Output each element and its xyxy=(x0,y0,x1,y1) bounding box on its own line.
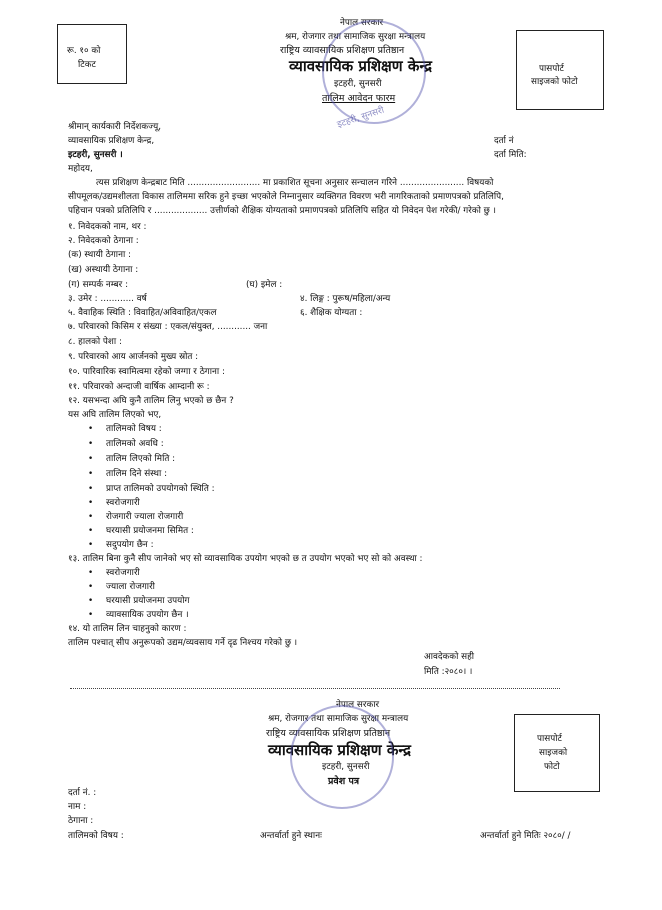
address-line-2: व्यावसायिक प्रशिक्षण केन्द्र, xyxy=(68,136,155,146)
declaration: तालिम पश्चात् सीप अनुरूपको उद्यम/व्यवसाय गर्ने दृढ निश्चय गरेको छु । xyxy=(68,638,298,648)
skill-usage-item: • व्यावसायिक उपयोग छैन । xyxy=(88,610,189,620)
admit-title: प्रवेश पत्र xyxy=(328,776,360,787)
training-item: • सदुपयोग छैन : xyxy=(88,540,154,550)
salutation: महोदय, xyxy=(68,164,93,174)
ticket-label-1: रू. १० को xyxy=(67,46,101,56)
photo-top-label-2: साइजको फोटो xyxy=(531,77,578,87)
admit-subject: तालिमको विषय : xyxy=(68,831,124,841)
header-center: व्यावसायिक प्रशिक्षण केन्द्र xyxy=(289,57,432,75)
training-item: • तालिमको अवधि : xyxy=(88,439,164,449)
field-gender: ४. लिङ्ग : पुरूष/महिला/अन्य xyxy=(300,294,391,304)
training-item: • स्वरोजगारी xyxy=(88,498,140,508)
skill-usage-item: • घरयासी प्रयोजनमा उपयोग xyxy=(88,596,190,606)
admit-photo-label-2: साइजको xyxy=(539,748,568,758)
registration-no-label: दर्ता नं xyxy=(494,136,514,146)
intro-line-1: त्यस प्रशिक्षण केन्द्रबाट मिति .......................... मा प्रकाशित सूचना अनुसार सन्चालन गरिने ....................... विषयको xyxy=(96,178,494,188)
signature-label: आवदेकको सही xyxy=(424,652,475,662)
field-income-source: ९. परिवारको आय आर्जनको मुख्य स्रोत : xyxy=(68,352,199,362)
training-item: • तालिम लिएको मिति : xyxy=(88,454,176,464)
admit-interview-place: अन्तर्वार्ता हुने स्थानः xyxy=(260,831,322,841)
header-ministry: श्रम, रोजगार तथा सामाजिक सुरक्षा मन्त्रालय xyxy=(285,32,426,42)
field-applicant-address: २. निवेदकको ठेगाना : xyxy=(68,236,139,246)
field-email: (घ) इमेल : xyxy=(246,280,283,290)
admit-name: नाम : xyxy=(68,802,87,812)
field-family-type: ७. परिवारको किसिम र संख्या : एकल/संयुक्त, ............ जना xyxy=(68,322,268,332)
training-item: • रोजगारी ज्याला रोजगारी xyxy=(88,512,184,522)
photo-top-label-1: पासपोर्ट xyxy=(539,64,564,74)
field-temporary-address: (ख) अस्थायी ठेगाना : xyxy=(68,265,139,275)
cut-line xyxy=(70,688,560,689)
admit-address: ठेगाना : xyxy=(68,816,94,826)
signature-date: मिति :२०८०। । xyxy=(424,667,473,677)
seal-stamp-bottom xyxy=(290,705,394,809)
field-annual-income: ११. परिवारको अन्दाजी वार्षिक आम्दानी रू : xyxy=(68,382,210,392)
form-title: तालिम आवेदन फारम xyxy=(322,93,396,104)
ticket-label-2: टिकट xyxy=(78,60,96,70)
intro-line-3: पहिचान पत्रको प्रतिलिपि र ................... उत्तीर्णको शैक्षिक योग्यताको प्रमाणपत्रको प्रतिलिपि सहित यो निवेदन पेश गरेकी/ गरेको छु । xyxy=(68,206,496,216)
admit-photo-label-1: पासपोर्ट xyxy=(537,734,562,744)
admit-govt: नेपाल सरकार xyxy=(336,700,380,710)
header-govt: नेपाल सरकार xyxy=(340,18,384,28)
skill-usage-item: • स्वरोजगारी xyxy=(88,568,140,578)
header-council: राष्ट्रिय व्यावसायिक प्रशिक्षण प्रतिष्ठान xyxy=(280,45,405,56)
address-line-3: इटहरी, सुनसरी । xyxy=(68,150,123,160)
admit-location: इटहरी, सुनसरी xyxy=(322,762,370,772)
field-contact-number: (ग) सम्पर्क नम्बर : xyxy=(68,280,129,290)
admit-photo-label-3: फोटो xyxy=(544,762,560,772)
field-prior-training-sub: यस अघि तालिम लिएको भए, xyxy=(68,410,162,420)
field-skill-usage: १३. तालिम बिना कुनै सीप जानेको भए सो व्यावसायिक उपयोग भएको छ त उपयोग भएको भए सो को अवस्था : xyxy=(68,554,423,564)
field-reason: १४. यो तालिम लिन चाहनुको कारण : xyxy=(68,624,187,634)
field-occupation: ८. हालको पेशा : xyxy=(68,337,122,347)
intro-line-2: सीपमूलक/उद्यमशीलता विकास तालिममा सरिक हुने इच्छा भएकोले निम्नानुसार व्यक्तिगत विवरण भरी नागरिकताको प्रमाणपत्रको प्रतिलिपि, xyxy=(68,192,504,202)
training-item: • तालिम दिने संस्था : xyxy=(88,469,168,479)
admit-council: राष्ट्रिय व्यावसायिक प्रशिक्षण प्रतिष्ठान xyxy=(266,728,391,739)
admit-center: व्यावसायिक प्रशिक्षण केन्द्र xyxy=(268,741,411,759)
address-line-1: श्रीमान् कार्यकारी निर्देशकज्यू, xyxy=(68,122,162,132)
admit-ministry: श्रम, रोजगार तथा सामाजिक सुरक्षा मन्त्रालय xyxy=(268,714,409,724)
registration-date-label: दर्ता मिति: xyxy=(494,150,527,160)
field-marital-status: ५. वैवाहिक स्थिति : विवाहित/अविवाहित/एकल xyxy=(68,308,217,318)
admit-interview-date: अन्तर्वार्ता हुने मितिः २०८०/ / xyxy=(480,831,571,841)
header-location: इटहरी, सुनसरी xyxy=(334,79,382,89)
seal-stamp-top-text: इटहरी, सुनसरी xyxy=(336,105,386,131)
field-prior-training: १२. यसभन्दा अघि कुनै तालिम लिनु भएको छ छैन ? xyxy=(68,396,234,406)
training-item: • घरयासी प्रयोजनमा सिमित : xyxy=(88,526,194,536)
skill-usage-item: • ज्याला रोजगारी xyxy=(88,582,155,592)
field-family-land: १०. पारिवारिक स्वामित्वमा रहेको जग्गा र ठेगाना : xyxy=(68,367,225,377)
admit-reg-no: दर्ता नं. : xyxy=(68,788,97,798)
field-education: ६. शैक्षिक योग्यता : xyxy=(300,308,363,318)
field-permanent-address: (क) स्थायी ठेगाना : xyxy=(68,250,132,260)
training-item: • प्राप्त तालिमको उपयोगको स्थिति : xyxy=(88,484,215,494)
training-item: • तालिमको विषय : xyxy=(88,424,162,434)
field-age: ३. उमेर : ............ वर्ष xyxy=(68,294,147,304)
field-applicant-name: १. निवेदकको नाम, थर : xyxy=(68,222,147,232)
